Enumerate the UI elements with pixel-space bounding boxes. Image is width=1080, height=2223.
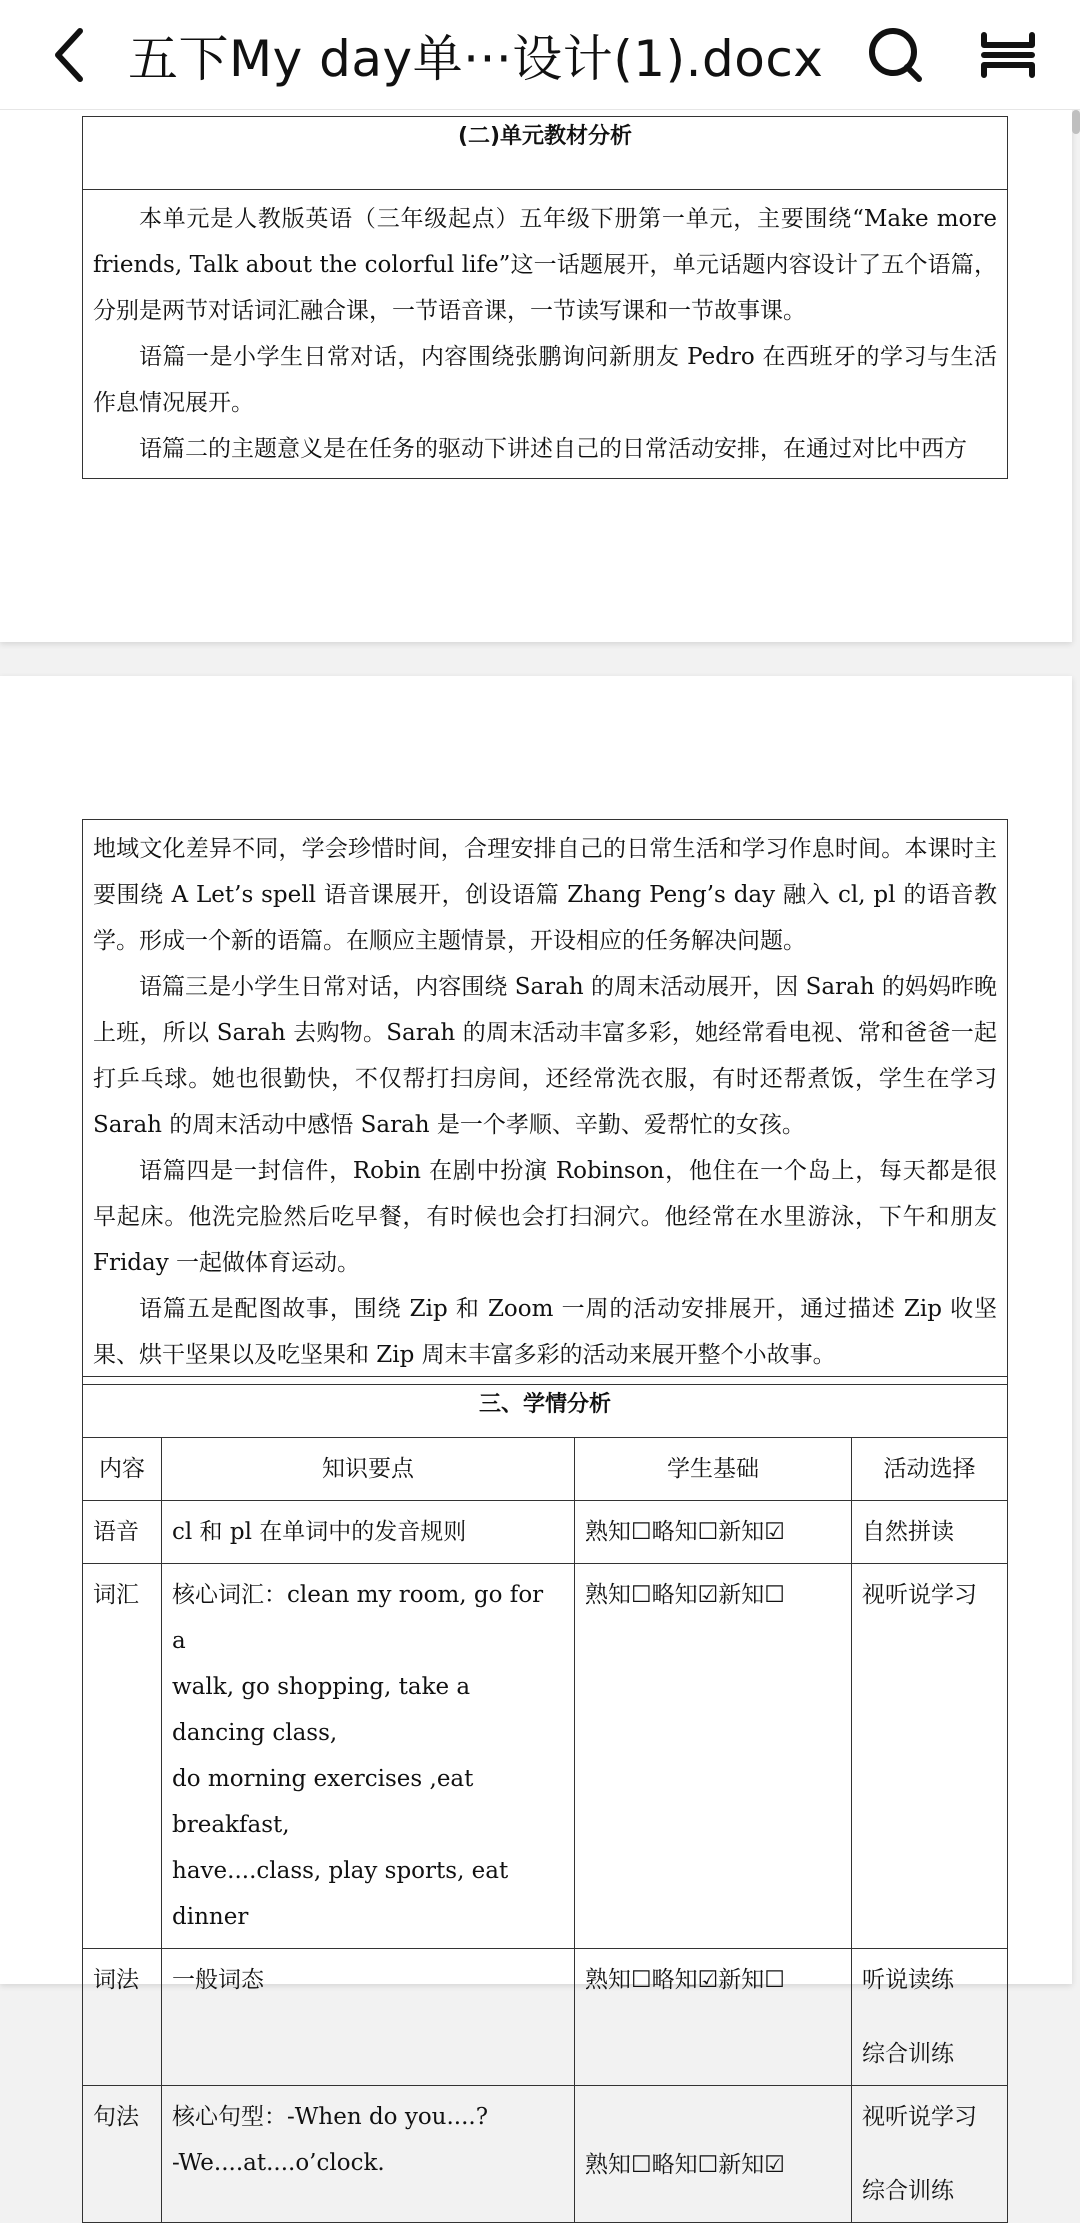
search-icon [866, 25, 926, 85]
table-row [83, 1564, 1008, 1949]
table-cell: 语音 [83, 1501, 162, 1564]
table-cell: 自然拼读 [852, 1501, 1008, 1564]
continuation-table [82, 819, 1008, 1385]
table-header: 活动选择 [852, 1438, 1008, 1501]
material-analysis-table [82, 116, 1008, 479]
table-cell: 熟知☐略知☑新知☐ [575, 1564, 852, 1949]
paragraph: 语篇四是一封信件，Robin 在剧中扮演 Robinson，他住在一个岛上，每天都是很早起床。他洗完脸然后吃早餐，有时候也会打扫洞穴。他经常在水里游泳，下午和朋友 Friday 一起做体育运动。 [93, 1158, 997, 1276]
paragraph: 语篇五是配图故事，围绕 Zip 和 Zoom 一周的活动安排展开，通过描述 Zip 收坚果、烘干坚果以及吃坚果和 Zip 周末丰富多彩的活动来展开整个小故事。 [93, 1296, 997, 1368]
paragraph: 本单元是人教版英语（三年级起点）五年级下册第一单元，主要围绕“Make more friends, Talk about the colorful life”这一话题展开，单元话题内容设计了五个语篇，分别是两节对话词汇融合课，一节语音课，一节读写课和一节故事课。 [93, 206, 997, 324]
table-cell: 核心句型：-When do you....? -We....at....o’clock. [162, 2086, 575, 2223]
table-cell: 句法 [83, 2086, 162, 2223]
table-cell: 听说读练 综合训练 [852, 1949, 1008, 2086]
table-cell: 词汇 [83, 1564, 162, 1949]
document-title: 五下My day单···设计(1).docx [128, 29, 824, 88]
table-row [83, 1501, 1008, 1564]
table-cell: 视听说学习 [852, 1564, 1008, 1949]
search-button[interactable] [864, 23, 928, 87]
table-cell: 熟知☐略知☑新知☐ [575, 1949, 852, 2086]
table-cell: 视听说学习 综合训练 [852, 2086, 1008, 2223]
section-title: (二)单元教材分析 [83, 117, 1008, 190]
table-cell: 熟知☐略知☐新知☑ [575, 2086, 852, 2223]
table-cell: 熟知☐略知☐新知☑ [575, 1501, 852, 1564]
top-app-bar [0, 0, 1080, 110]
table-header: 学生基础 [575, 1438, 852, 1501]
table-cell: cl 和 pl 在单词中的发音规则 [162, 1501, 575, 1564]
menu-icon [978, 25, 1038, 85]
student-analysis-table [82, 1376, 1008, 2223]
chevron-left-icon [50, 25, 90, 85]
table-row [83, 1949, 1008, 2086]
scrollbar[interactable] [1072, 110, 1080, 134]
menu-button[interactable] [976, 23, 1040, 87]
paragraph: 语篇一是小学生日常对话，内容围绕张鹏询问新朋友 Pedro 在西班牙的学习与生活作息情况展开。 [93, 344, 997, 416]
table-header: 知识要点 [162, 1438, 575, 1501]
back-button[interactable] [40, 25, 100, 85]
table-header: 内容 [83, 1438, 162, 1501]
paragraph: 地域文化差异不同，学会珍惜时间，合理安排自己的日常生活和学习作息时间。本课时主要围绕 A Let’s spell 语音课展开，创设语篇 Zhang Peng’s day 融入 cl, pl 的语音教学。形成一个新的语篇。在顺应主题情景，开设相应的任务解决问题。 [93, 836, 997, 954]
paragraph: 语篇二的主题意义是在任务的驱动下讲述自己的日常活动安排，在通过对比中西方 [139, 436, 967, 462]
paragraph: 语篇三是小学生日常对话，内容围绕 Sarah 的周末活动展开，因 Sarah 的妈妈昨晚上班，所以 Sarah 去购物。Sarah 的周末活动丰富多彩，她经常看电视、常和爸爸一起打乒乓球。她也很勤快，不仅帮打扫房间，还经常洗衣服，有时还帮煮饭，学生在学习 Sarah 的周末活动中感悟 Sarah 是一个孝顺、辛勤、爱帮忙的女孩。 [93, 974, 997, 1138]
section-title: 三、学情分析 [83, 1377, 1008, 1438]
table-cell: 核心词汇：clean my room, go for a walk, go shopping, take a dancing class, do morning exercises ,eat breakfast, have....class, play sports, eat dinner [162, 1564, 575, 1949]
document-page-2 [0, 676, 1072, 2204]
table-cell: 一般词态 [162, 1949, 575, 2086]
analysis-text-cell [83, 190, 1008, 479]
document-page-1 [0, 110, 1072, 642]
table-row [83, 2086, 1008, 2223]
analysis-text-cell [83, 820, 1008, 1385]
table-cell: 词法 [83, 1949, 162, 2086]
